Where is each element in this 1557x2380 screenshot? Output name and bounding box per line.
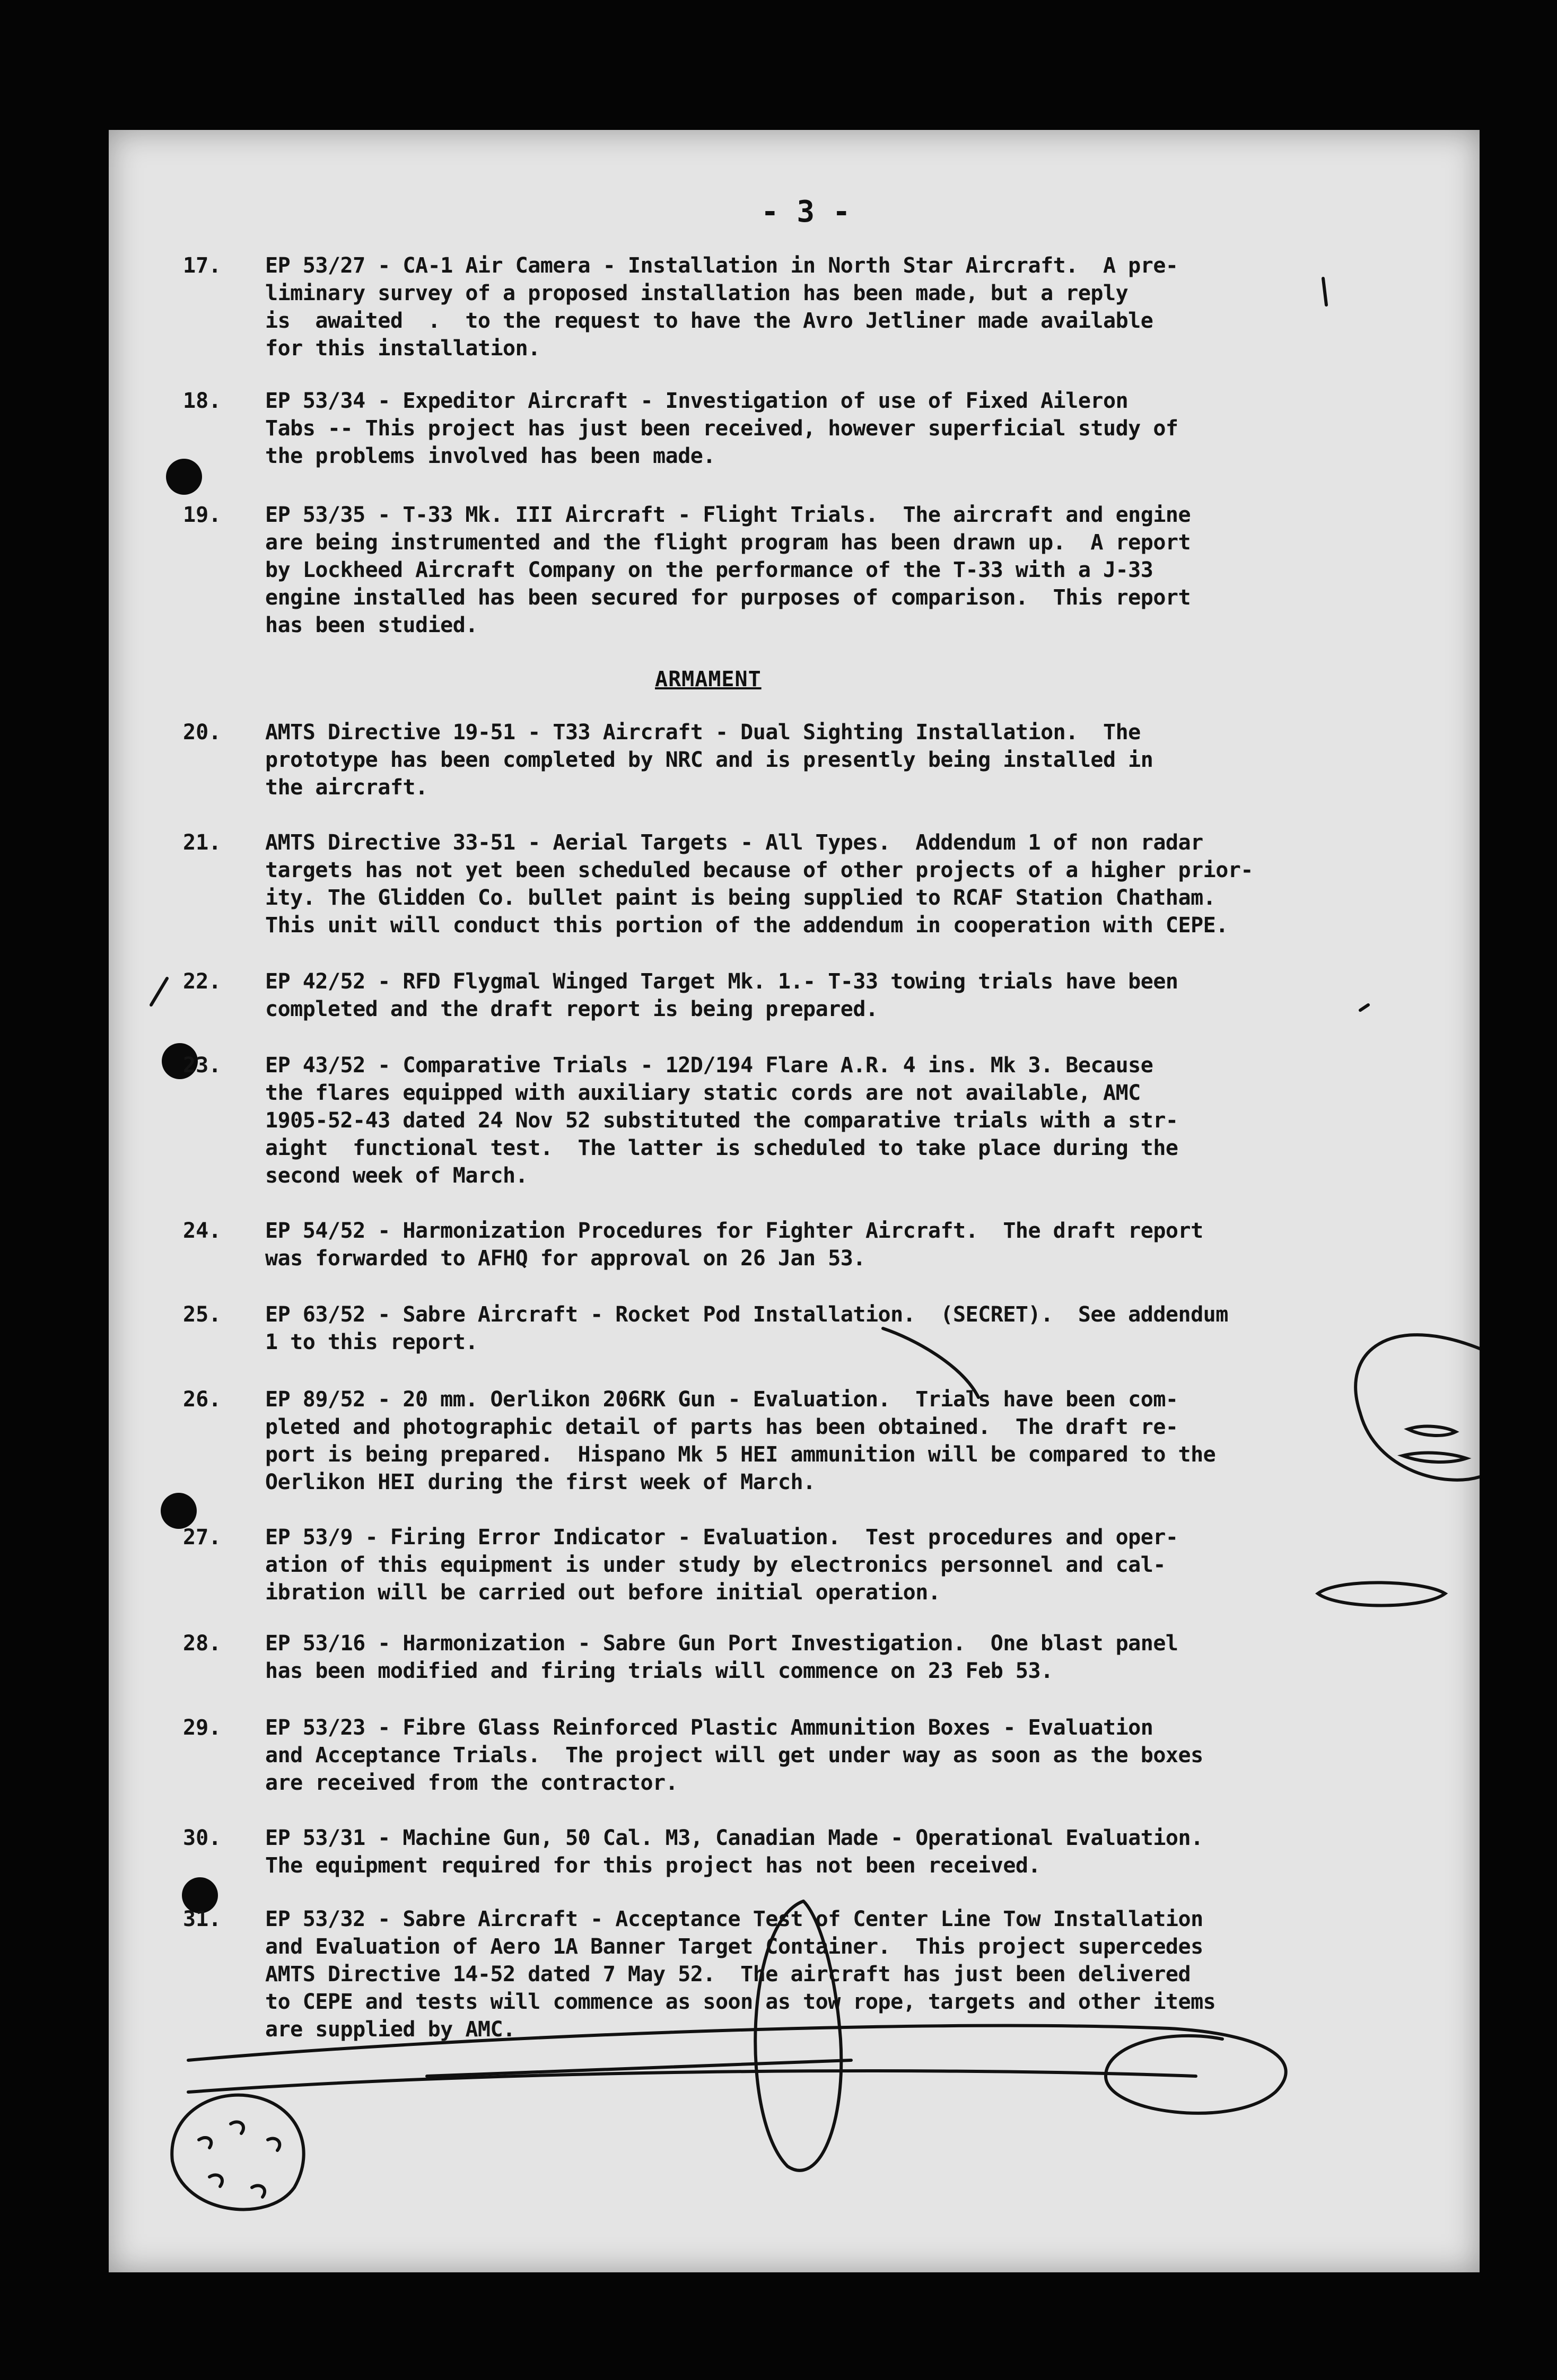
pen-scribbles [109, 130, 1480, 2272]
paragraph-text: EP 53/23 - Fibre Glass Reinforced Plastic Ammunition Boxes - Evaluation and Acceptance Trials. The project will get under way as soon as the boxes are received from the contractor. [265, 1716, 1203, 1795]
paragraph-text: EP 53/34 - Expeditor Aircraft - Investigation of use of Fixed Aileron Tabs -- This project has just been received, however superficial study of the problems involved has been made. [265, 389, 1178, 468]
paragraph-text: EP 53/27 - CA-1 Air Camera - Installation in North Star Aircraft. A pre- liminary survey of a proposed installation has been made, but a reply is awaited . to the request to have the Avro Jetliner made available for this installation. [265, 253, 1178, 361]
paragraph-number: 30. [183, 1826, 222, 1850]
paragraph-number: 28. [183, 1631, 222, 1656]
paragraph-number: 20. [183, 720, 222, 745]
paragraph-text: EP 53/32 - Sabre Aircraft - Acceptance Test of Center Line Tow Installation and Evaluation of Aero 1A Banner Target Container. This project supercedes AMTS Directive 14-52 dated 7 May 52. The aircraft has just been delivered to CEPE and tests will commence as soon as tow rope, targets and other items are supplied by AMC. [265, 1907, 1216, 2042]
paragraph-text: EP 54/52 - Harmonization Procedures for Fighter Aircraft. The draft report was forwarded to AFHQ for approval on 26 Jan 53. [265, 1219, 1203, 1271]
paragraph-text: EP 43/52 - Comparative Trials - 12D/194 Flare A.R. 4 ins. Mk 3. Because the flares equipped with auxiliary static cords are not available, AMC 1905-52-43 dated 24 Nov 52 substituted the comparative trials with a str- aight functional test. The latter is scheduled to take place during the second week of March. [265, 1053, 1178, 1188]
paragraph-text: AMTS Directive 19-51 - T33 Aircraft - Dual Sighting Installation. The prototype has been completed by NRC and is presently being installed in the aircraft. [265, 720, 1153, 800]
paragraph-text: EP 53/35 - T-33 Mk. III Aircraft - Flight Trials. The aircraft and engine are being instrumented and the flight program has been drawn up. A report by Lockheed Aircraft Company on the performance of the T-33 with a J-33 engine installed has been secured for purposes of comparison. This report has been studied. [265, 503, 1191, 637]
paragraph-number: 19. [183, 503, 222, 527]
paragraph-number: 17. [183, 253, 222, 278]
paragraph-number: 26. [183, 1387, 222, 1412]
document-page [109, 130, 1480, 2272]
paragraph-text: EP 53/16 - Harmonization - Sabre Gun Port Investigation. One blast panel has been modified and firing trials will commence on 23 Feb 53. [265, 1631, 1178, 1683]
paragraph-text: EP 42/52 - RFD Flygmal Winged Target Mk. 1.- T-33 towing trials have been completed and the draft report is being prepared. [265, 969, 1178, 1021]
paragraph-number: 21. [183, 830, 222, 855]
paragraph-number: 23. [183, 1053, 222, 1078]
paragraph-number: 27. [183, 1525, 222, 1550]
paragraph-number: 29. [183, 1716, 222, 1740]
paragraph-number: 25. [183, 1302, 222, 1327]
paragraph-number: 31. [183, 1907, 222, 1931]
paragraph-text: EP 53/9 - Firing Error Indicator - Evaluation. Test procedures and oper- ation of this equipment is under study by electronics personnel and cal- ibration will be carried out before initial operation. [265, 1525, 1178, 1605]
paragraph-number: 24. [183, 1219, 222, 1243]
paragraph-text: EP 89/52 - 20 mm. Oerlikon 206RK Gun - Evaluation. Trials have been com- pleted and photographic detail of parts has been obtained. The draft re- port is being prepared. Hispano Mk 5 HEI ammunition will be compared to the Oerlikon HEI during the first week of March. [265, 1387, 1216, 1494]
paragraph-text: AMTS Directive 33-51 - Aerial Targets - All Types. Addendum 1 of non radar targets has not yet been scheduled because of other projects of a higher prior- ity. The Glidden Co. bullet paint is being supplied to RCAF Station Chatham. This unit will conduct this portion of the addendum in cooperation with CEPE. [265, 830, 1253, 938]
paragraph-number: 18. [183, 389, 222, 413]
page-number: - 3 - [761, 195, 851, 229]
paragraph-text: EP 53/31 - Machine Gun, 50 Cal. M3, Canadian Made - Operational Evaluation. The equipment required for this project has not been received. [265, 1826, 1203, 1878]
paragraph-text: EP 63/52 - Sabre Aircraft - Rocket Pod Installation. (SECRET). See addendum 1 to this report. [265, 1302, 1228, 1354]
section-heading: ARMAMENT [655, 667, 762, 692]
paragraph-number: 22. [183, 969, 222, 994]
